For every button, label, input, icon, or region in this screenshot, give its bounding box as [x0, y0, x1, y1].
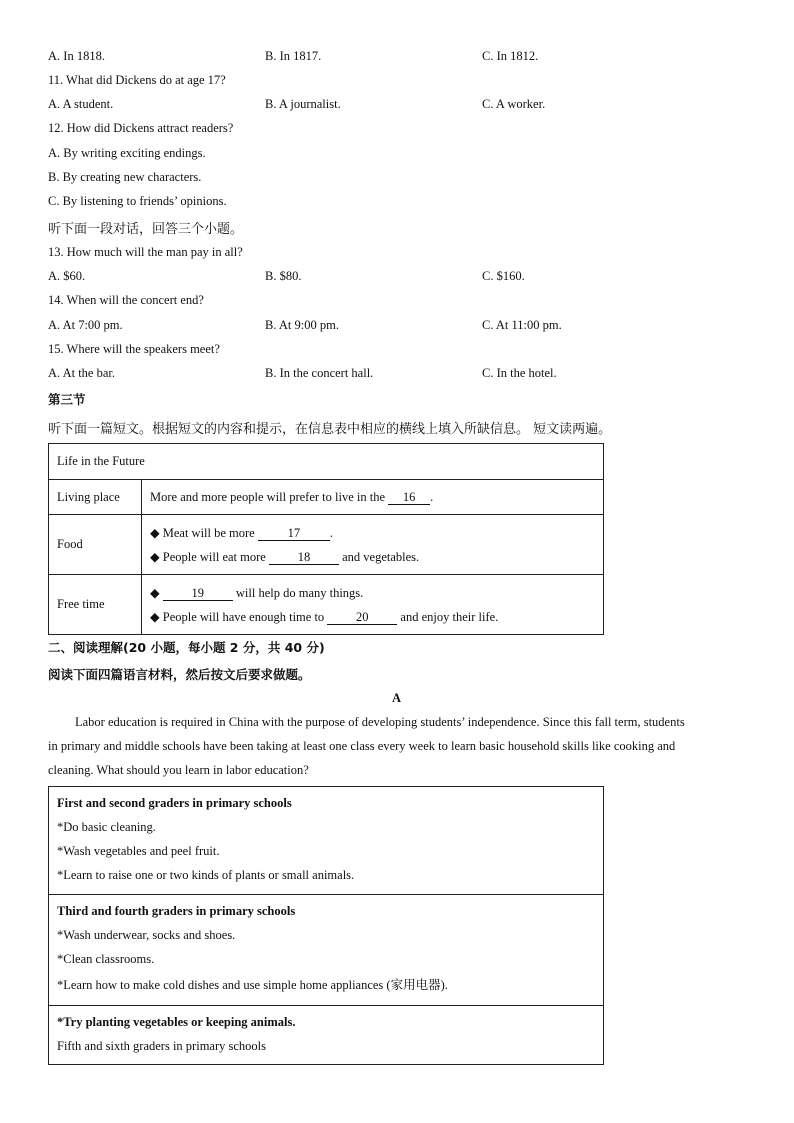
- passage-line-1: Labor education is required in China with the purpose of developing students’ independence. Since this fall term, students: [75, 715, 685, 729]
- part2-title: 二、阅读理解(20 小题，每小题 2 分，共 40 分): [48, 640, 325, 655]
- blank-20[interactable]: 20: [327, 611, 397, 625]
- food-line2-text: ◆ People will eat more: [150, 549, 269, 564]
- food-line2-end: and vegetables.: [338, 549, 420, 564]
- passage-line-2: in primary and middle schools have been taking at least one class every week to learn basic household skills like cooking and: [48, 739, 676, 753]
- q10-option-b: B. In 1817.: [265, 49, 322, 63]
- info-table-title: Life in the Future: [49, 444, 604, 480]
- q11-option-c: C. A worker.: [482, 97, 546, 111]
- q13-stem: 13. How much will the man pay in all?: [48, 245, 243, 259]
- section3-instruction: 听下面一篇短文。根据短文的内容和提示，在信息表中相应的横线上填入所缺信息。 短文读两遍。: [48, 422, 612, 437]
- grades-3-4-item: *Clean classrooms.: [57, 952, 155, 966]
- q11-option-a: A. A student.: [48, 97, 114, 111]
- q14-option-b: B. At 9:00 pm.: [265, 318, 339, 332]
- q12-option-c: C. By listening to friends’ opinions.: [48, 194, 227, 208]
- grades-5-6-line: Fifth and sixth graders in primary schools: [57, 1039, 266, 1053]
- grades-3-4-title: Third and fourth graders in primary schools: [57, 904, 296, 918]
- grades-3-4-item: *Wash underwear, socks and shoes.: [57, 928, 236, 942]
- q13-option-b: B. $80.: [265, 269, 302, 283]
- blank-16[interactable]: 16: [388, 491, 430, 505]
- q12-option-a: A. By writing exciting endings.: [48, 146, 206, 160]
- grades-1-2-item: *Learn to raise one or two kinds of plants or small animals.: [57, 868, 355, 882]
- q11-option-b: B. A journalist.: [265, 97, 341, 111]
- grades-5-6-section: [49, 1005, 603, 1064]
- living-place-label: Living place: [49, 480, 142, 515]
- food-label: Food: [49, 515, 142, 575]
- grades-1-2-title: First and second graders in primary schools: [57, 796, 292, 810]
- free-time-label: Free time: [49, 575, 142, 635]
- q15-option-b: B. In the concert hall.: [265, 366, 374, 380]
- grades-1-2-item: *Do basic cleaning.: [57, 820, 156, 834]
- q13-option-a: A. $60.: [48, 269, 86, 283]
- living-place-text: More and more people will prefer to live in the: [150, 489, 389, 504]
- q11-stem: 11. What did Dickens do at age 17?: [48, 73, 226, 87]
- q15-option-c: C. In the hotel.: [482, 366, 557, 380]
- q10-option-a: A. In 1818.: [48, 49, 105, 63]
- q14-option-c: C. At 11:00 pm.: [482, 318, 562, 332]
- free-line1-text: ◆: [150, 585, 163, 600]
- q13-option-c: C. $160.: [482, 269, 525, 283]
- food-line1-end: .: [329, 525, 333, 540]
- q15-stem: 15. Where will the speakers meet?: [48, 342, 220, 356]
- passage-paragraph: [48, 710, 748, 782]
- q10-option-c: C. In 1812.: [482, 49, 539, 63]
- free-line2-end: and enjoy their life.: [397, 609, 499, 624]
- q12-option-b: B. By creating new characters.: [48, 170, 202, 184]
- q12-stem: 12. How did Dickens attract readers?: [48, 121, 234, 135]
- passage-letter: A: [392, 691, 402, 705]
- free-time-cell: [142, 575, 604, 635]
- info-table: [48, 443, 604, 635]
- part2-instruction: 阅读下面四篇语言材料，然后按文后要求做题。: [48, 667, 311, 682]
- grades-1-2-section: [49, 787, 603, 894]
- q14-option-a: A. At 7:00 pm.: [48, 318, 123, 332]
- passage-line-3: cleaning. What should you learn in labor education?: [48, 763, 309, 777]
- labor-education-box: [48, 786, 604, 1065]
- living-place-end: .: [430, 489, 434, 504]
- food-cell: [142, 515, 604, 575]
- grades-3-4-item: *Learn how to make cold dishes and use simple home appliances (家用电器).: [57, 978, 448, 992]
- free-line1-end: will help do many things.: [232, 585, 364, 600]
- dialog-instruction: 听下面一段对话，回答三个小题。: [48, 222, 244, 237]
- q15-option-a: A. At the bar.: [48, 366, 116, 380]
- blank-17[interactable]: 17: [258, 527, 330, 541]
- q14-stem: 14. When will the concert end?: [48, 293, 204, 307]
- grades-1-2-item: *Wash vegetables and peel fruit.: [57, 844, 220, 858]
- blank-18[interactable]: 18: [269, 551, 339, 565]
- blank-19[interactable]: 19: [163, 587, 233, 601]
- living-place-cell: [142, 480, 604, 515]
- free-line2-text: ◆ People will have enough time to: [150, 609, 328, 624]
- grades-3-4-section: [49, 894, 603, 1005]
- section3-title: 第三节: [48, 392, 86, 407]
- grades-5-6-title: *Try planting vegetables or keeping animals.: [57, 1015, 296, 1029]
- food-line1-text: ◆ Meat will be more: [150, 525, 258, 540]
